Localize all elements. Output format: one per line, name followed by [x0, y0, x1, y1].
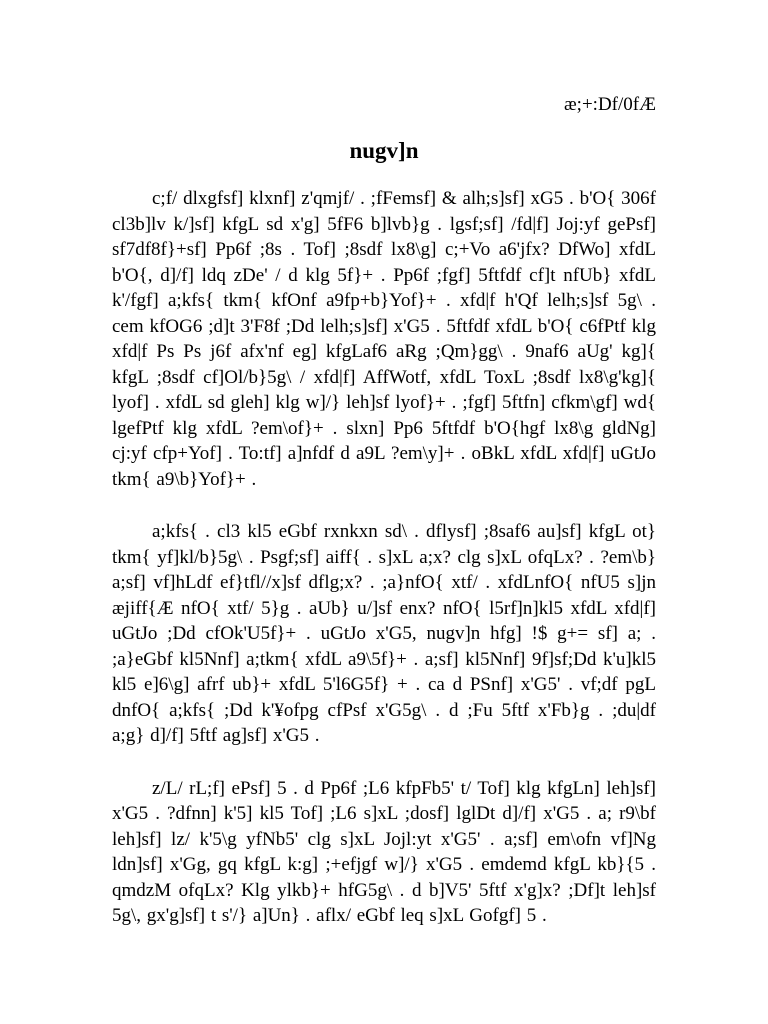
page-header-code: æ;+:Df/0fÆ — [564, 94, 656, 115]
paragraph-1: c;f/ dlxgfsf] klxnf] z'qmjf/ . ;fFemsf] & alh;s]sf] xG5 . b'O{ 306f cl3b]lv k/]sf] kfgL sd x'g] 5fF6 b]lvb}g . lgsf;sf] /fd|f] Joj:yf gePsf] sf7df8f}+sf] Pp6f ;8s . Tof] ;8sdf lx8\g] c;+Vo a6'jfx? DfWo] xfdL b'O{, d]/f] ldq zDe' / d klg 5f}+ . Pp6f ;fgf] 5ftfdf cf]t nfUb} xfdL k'/fgf] a;kfs{ tkm{ kfOnf a9fp+b}Yof}+ . xfd|f h'Qf lelh;s]sf 5g\ . cem kfOG6 ;d]t 3'F8f ;Dd lelh;s]sf] x'G5 . 5ftfdf xfdL b'O{ c6fPtf klg xfd|f Ps Ps j6f afx'nf eg] kfgLaf6 aRg ;Qm}gg\ . 9naf6 aUg' kg]{ kfgL ;8sdf cf]Ol/b}5g\ / xfd|f] AffWotf, xfdL ToxL ;8sdf lx8\g'kg]{ lyof] . xfdL sd gleh] klg w]/} leh]sf lyof}+ . ;fgf] 5ftfn] cfkm\gf] wd{ lgefPtf klg xfdL ?em\of}+ . slxn] Pp6 5ftfdf b'O{hgf lx8\g gldNg] cj:yf cfp+Yof] . To:tf] a]nfdf d a9L ?em\y]+ . oBkL xfdL xfd|f] uGtJo tkm{ a9\b}Yof}+ . — [112, 188, 656, 490]
paragraph-2: a;kfs{ . cl3 kl5 eGbf rxnkxn sd\ . dflysf] ;8saf6 au]sf] kfgL ot} tkm{ yf]kl/b}5g\ . Psgf;sf] aiff{ . s]xL a;x? clg s]xL ofqLx? . ?em\b} a;sf] vf]hLdf ef}tfl//x]sf dflg;x? . ;a}nfO{ xtf/ . xfdLnfO{ nfU5 s]jn æjiff{Æ nfO{ xtf/ 5}g . aUb} u/]sf enx? nfO{ l5rf]n]kl5 xfdL xfd|f] uGtJo ;Dd cfOk'U5f}+ . uGtJo x'G5, nugv]n hfg] !$ g+= sf] a; . ;a}eGbf kl5Nnf] a;tkm{ xfdL a9\5f}+ . a;sf] kl5Nnf] 9f]sf;Dd k'u]kl5 kl5 e]6\g] afrf ub}+ xfdL 5'l6G5f} + . ca d PSnf] x'G5' . vf;df pgL dnfO{ a;kfs{ ;Dd k'¥ofpg cfPsf x'G5g\ . d ;Fu 5ftf x'Fb}g . ;du|df a;g} d]/f] 5ftf ag]sf] x'G5 . — [112, 521, 656, 746]
document-title: nugv]n — [349, 138, 419, 163]
paragraph-3: z/L/ rL;f] ePsf] 5 . d Pp6f ;L6 kfpFb5' t/ Tof] klg kfgLn] leh]sf] x'G5 . ?dfnn] k'5] kl5 Tof] ;L6 s]xL ;dosf] lglDt d]/f] x'G5 . a; r9\bf leh]sf] lz/ k'5\g yfNb5' clg s]xL Jojl:yt x'G5' . a;sf] em\ofn vf]Ng ldn]sf] x'Gg, gq kfgL k:g] ;+efjgf w]/} x'G5 . emdemd kfgL kb}{5 . qmdzM ofqLx? Klg ylkb}+ hfG5g\ . d b]V5' 5ftf x'g]x? ;Df]t leh]sf 5g\, gx'g]sf] t s'/} a]Un} . aflx/ eGbf leq s]xL Gofgf] 5 . — [112, 777, 656, 926]
document-page — [112, 92, 656, 956]
